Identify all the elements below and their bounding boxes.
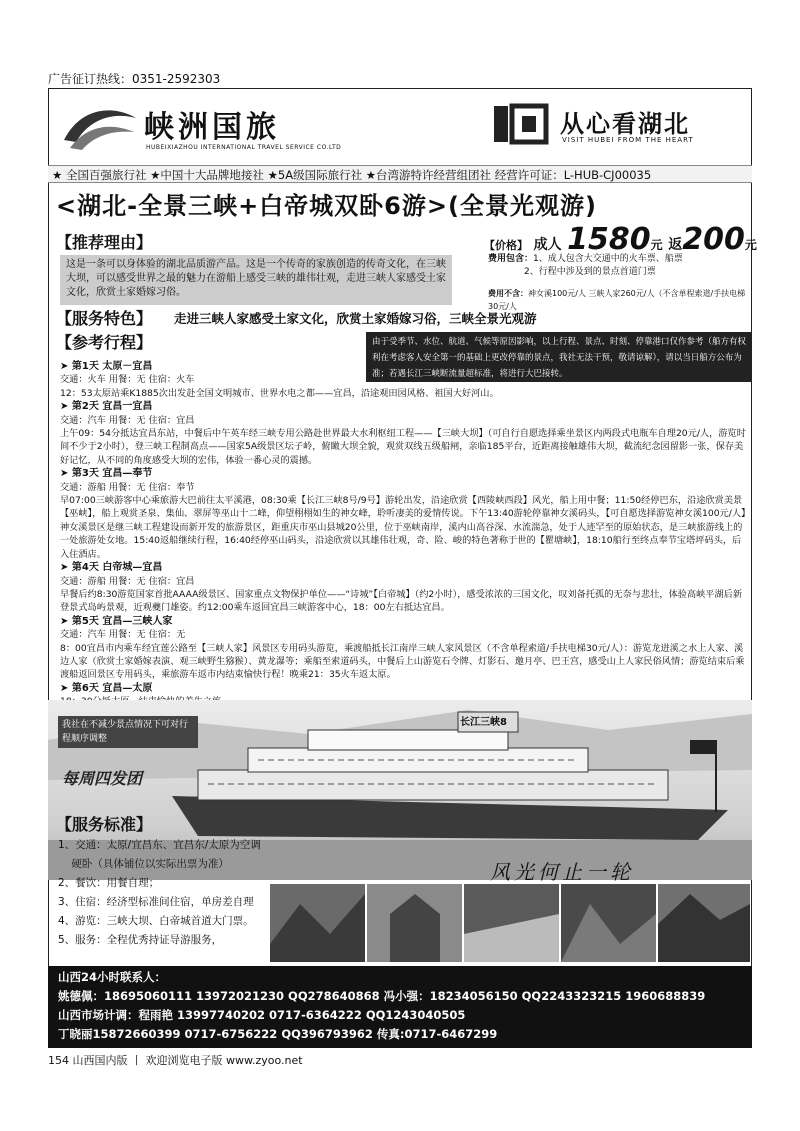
price-block	[484, 222, 757, 257]
brand-logo	[60, 96, 360, 156]
reason-text: 这是一条可以身体验的湖北品质游产品。这是一个传奇的家族创造的传奇文化，在三峡大坝，可以感受世界之最的魅力在游船上感受三峡的雄伟壮观，走进三峡人家感受土家文化，欣赏土家婚嫁习俗。	[60, 255, 452, 305]
service-list	[58, 836, 261, 950]
day-3	[60, 467, 750, 561]
credentials-bar: ★ 全国百强旅行社 ★中国十大品牌地接社 ★5A级国际旅行社 ★台湾游特许经营组团社 经营许可证：L-HUB-CJ00035	[48, 165, 752, 183]
ad-hotline: 广告征订热线：0351-2592303	[48, 72, 221, 86]
price-unit: 元	[650, 238, 663, 252]
day-info: 交通：游船 用餐：无 住宿：奉节	[60, 481, 195, 493]
day-desc: 早餐后约8:30游览国家首批AAAA级景区、国家重点文物保护单位——“诗城”【白帝城】（约2小时），感受浓浓的三国文化，叹刘备托孤的无奈与悲壮，体验高峡平湖后新登景式岛屿景观，近观夔门雄姿。约12:00乘车返回宜昌三峡游客中心，18：00左右抵达宜昌。	[60, 588, 743, 614]
adult-price: 1580	[567, 222, 651, 257]
brand-name-en: HUBEIXIAZHOU INTERNATIONAL TRAVEL SERVICE CO.LTD	[146, 144, 342, 151]
hubei-logo	[490, 100, 750, 152]
scenery-photos	[270, 884, 750, 962]
scenery-photo-strip-icon	[270, 884, 750, 962]
day-2	[60, 400, 750, 467]
service-item: 3、住宿：经济型标准间住宿，单房差自理	[58, 896, 254, 908]
day-title: ➤ 第1天 太原－宜昌	[60, 361, 153, 372]
contact-line: 姚德佩：18695060111 13972021230 QQ278640868 冯小强：18234056150 QQ2243323215 1960688839	[58, 989, 706, 1003]
day-4	[60, 561, 750, 615]
price-label: 【价格】	[484, 239, 528, 252]
fees-block	[488, 253, 750, 313]
return-label: 返	[668, 237, 683, 253]
service-item: 5、服务：全程优秀持证导游服务，	[58, 934, 223, 946]
day-title: ➤ 第6天 宜昌—太原	[60, 682, 153, 694]
slogan: 风光何止一轮	[490, 860, 634, 884]
page-title: <湖北-全景三峡+白帝城双卧6游>(全景光观游)	[56, 192, 597, 220]
reason-heading: 【推荐理由】	[56, 233, 153, 252]
day-info: 交通：汽车 用餐：无 住宿：宜昌	[60, 414, 195, 426]
contact-line: 丁晓丽15872660399 0717-6756222 QQ396793962 传真:0717-6467299	[58, 1027, 498, 1041]
return-unit: 元	[744, 238, 757, 252]
itinerary	[60, 360, 750, 709]
brand-name: 峡洲国旅	[144, 110, 280, 145]
features-text: 走进三峡人家感受土家文化，欣赏土家婚嫁习俗，三峡全景光观游	[174, 311, 537, 326]
return-price: 200	[682, 222, 745, 257]
service-item: 4、游览：三峡大坝、白帝城首道大门票。	[58, 915, 254, 927]
day-desc: 上午09：54分抵达宜昌东站，中餐后中午英车经三峡专用公路赴世界最大水利枢纽工程——【三峡大坝】（可自行自愿选择乘坐景区内两段式电瓶车自理20元/人，游览时间不少于2小时），登三峡工程制高点——国家5A级景区坛子岭，俯瞰大坝全貌，观赏双线五级船闸，亲临185平台，近距离接触雄伟大坝，截流纪念园留影一张，保存美好记忆，从不同的角度感受大坝的宏伟，体验一番心灵的震撼。	[60, 428, 746, 466]
day-title: ➤ 第2天 宜昌一宜昌	[60, 401, 153, 413]
ship-name: 长江三峡8	[460, 717, 507, 728]
service-heading: 【服务标准】	[56, 815, 153, 834]
hubei-slogan-en: VISIT HUBEI FROM THE HEART	[562, 136, 694, 144]
day-info: 交通：汽车 用餐：无 住宿：无	[60, 629, 186, 641]
contact-block	[48, 966, 752, 1048]
itinerary-heading: 【参考行程】	[56, 333, 153, 352]
day-info: 交通：火车 用餐：无 住宿：火车	[60, 374, 195, 386]
service-item: 2、餐饮：用餐自理；	[58, 877, 160, 889]
day-desc: 12：53太原站乘K1885次出发赴全国文明城市、世界水电之都——宜昌，沿途观田园风格、祖国大好河山。	[60, 387, 499, 399]
page-footer: 154 山西国内版 丨 欢迎浏览电子版 www.zyoo.net	[48, 1054, 303, 1067]
day-title: ➤ 第3天 宜昌—奉节	[60, 468, 153, 480]
hubei-slogan: 从心看湖北	[560, 109, 690, 138]
weekly-departure: 每周四发团	[62, 769, 143, 788]
adult-label: 成人	[533, 237, 562, 253]
day-info: 交通：游船 用餐：无 住宿：宜昌	[60, 575, 195, 587]
fee-exclude: 费用不含：神女溪100元/人 三峡人家260元/人（不含单程索道/手扶电梯30元/人	[488, 289, 746, 311]
day-title: ➤ 第4天 白帝城—宜昌	[60, 562, 163, 574]
day-desc: 8：00宜昌市内乘车经宜莲公路至【三峡人家】风景区专用码头游览，乘渡船抵长江南岸三峡人家风景区（不含单程索道/手扶电梯30元/人）：游览龙进溪之水上人家、溪边人家（欣赏土家婚嫁表演、观三峡野生猕猴）、黄龙瀑等；乘船至索道码头，中餐后上山游览石令牌、灯影石、邀月亭、巴王宫，感受山上人家民俗风情；游览结束后乘渡船返回景区专用码头，乘旅游车返市内结束愉快行程！晚乘21：35火车返太原。	[60, 642, 745, 681]
day-title: ➤ 第5天 宜昌—三峡人家	[60, 615, 173, 627]
fee-include-1: 费用包含：1、成人包含大交通中的火车票、船票	[488, 254, 683, 264]
features-heading: 【服务特色】	[56, 309, 153, 328]
service-item: 1、交通：太原/宜昌东、宜昌东/太原为空调	[58, 839, 261, 851]
wave-logo-icon	[60, 100, 140, 156]
day-1	[60, 360, 750, 400]
order-note: 我社在不减少景点情况下可对行程顺序调整	[58, 716, 198, 748]
notice-box: 由于受季节、水位、航道、气候等原因影响，以上行程、景点、时刻、停靠港口仅作参考（船方有权利在考虑客人安全第一的基础上更改停靠的景点，我社无法干预，敬请谅解），请以当日船方公布为准；若遇长江三峡断流量超标准，将进行大巴接转。	[366, 332, 752, 382]
service-item: 硬卧（具体铺位以实际出票为准）	[58, 858, 229, 870]
hubei-emblem-icon	[490, 102, 550, 146]
contact-line: 山西市场计调：程雨艳 13997740202 0717-6364222 QQ1243040505	[58, 1008, 466, 1022]
day-desc: 早07:00三峡游客中心乘旅游大巴前往太平溪港，08:30乘【长江三峡8号/9号】游轮出发，沿途欣赏【西陵峡西段】风光，船上用中餐；11:50经停巴东，沿途欣赏美景【巫峡】，船上观赏圣泉、集仙、翠屏等巫山十二峰，仰望栩栩如生的神女峰，聆听凄美的爱情传说。下午13:40游轮停靠神女溪码头，【可自愿选择游览神女溪100元/人】神女溪景区是继三峡工程建设而新开发的旅游景区，距重庆市巫山县城20公里，位于巫峡南岸，溪内山高谷深、水流湍急，处于人迹罕至的原始状态，是三峡旅游线上的一处旅游处女地。15:40返船继续行程，16:40经停巫山码头，沿途欣赏以其雄伟壮观，奇、险、峻的特色著称于世的【瞿塘峡】，18:10船行至终点奉节宝塔坪码头，后入住酒店。	[60, 495, 746, 560]
fee-include-2: 2、行程中涉及到的景点首道门票	[524, 267, 656, 277]
contact-heading: 山西24小时联系人：	[58, 970, 167, 984]
day-5	[60, 615, 750, 682]
